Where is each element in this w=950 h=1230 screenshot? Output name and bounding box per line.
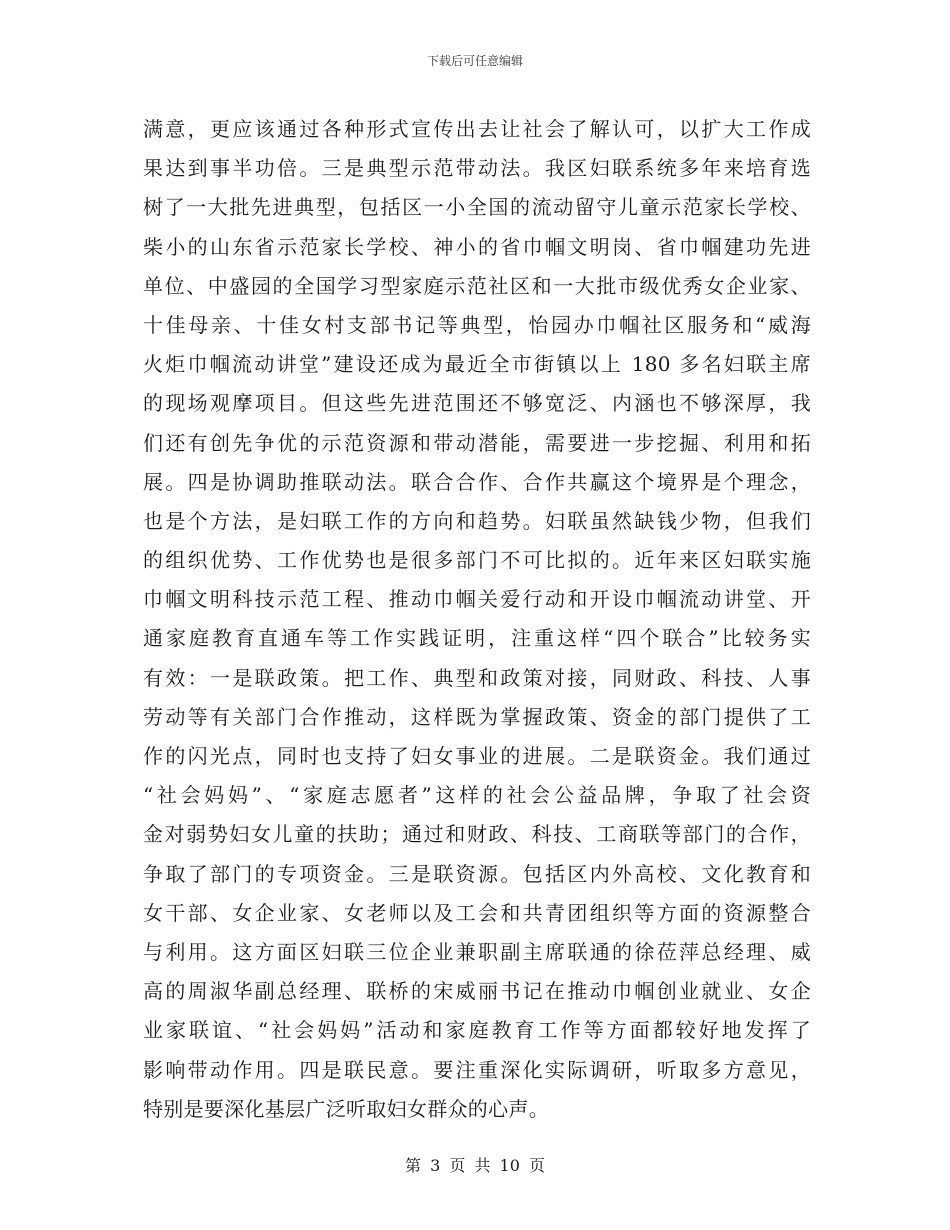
text-line: 十佳母亲、十佳女村支部书记等典型，怡园办巾帼社区服务和“威海 (143, 312, 811, 337)
text-line: 高的周淑华副总经理、联桥的宋威丽书记在推动巾帼创业就业、女企 (143, 979, 811, 1004)
text-line: 单位、中盛园的全国学习型家庭示范社区和一大批市级优秀女企业家、 (143, 273, 811, 298)
text-line: 满意，更应该通过各种形式宣传出去让社会了解认可，以扩大工作成 (143, 117, 811, 141)
text-line: 作的闪光点，同时也支持了妇女事业的进展。二是联资金。我们通过 (143, 744, 811, 768)
text-line: 果达到事半功倍。三是典型示范带动法。我区妇联系统多年来培育选 (143, 156, 811, 181)
text-line: 与利用。这方面区妇联三位企业兼职副主席联通的徐莅萍总经理、威 (143, 939, 811, 964)
text-line: 的现场观摩项目。但这些先进范围还不够宽泛、内涵也不够深厚，我 (143, 391, 811, 416)
text-line: 树了一大批先进典型，包括区一小全国的流动留守儿童示范家长学校、 (143, 195, 811, 220)
text-line: 争取了部门的专项资金。三是联资源。包括区内外高校、文化教育和 (143, 861, 811, 886)
text-line: 女干部、女企业家、女老师以及工会和共青团组织等方面的资源整合 (143, 900, 811, 925)
text-line: 通家庭教育直通车等工作实践证明，注重这样“四个联合”比较务实 (143, 626, 811, 651)
text-line: 们还有创先争优的示范资源和带动潜能，需要进一步挖掘、利用和拓 (143, 430, 811, 455)
text-line: 金对弱势妇女儿童的扶助；通过和财政、科技、工商联等部门的合作， (143, 822, 811, 847)
text-line: 也是个方法，是妇联工作的方向和趋势。妇联虽然缺钱少物，但我们 (143, 508, 811, 533)
header-note: 下载后可任意编辑 (426, 54, 523, 68)
body-text (143, 110, 811, 1129)
text-line: 影响带动作用。四是联民意。要注重深化实际调研，听取多方意见， (143, 1057, 811, 1082)
text-line: 巾帼文明科技示范工程、推动巾帼关爱行动和开设巾帼流动讲堂、开 (143, 587, 811, 612)
text-line-last: 特别是要深化基层广泛听取妇女群众的心声。 (143, 1096, 549, 1121)
text-line: 劳动等有关部门合作推动，这样既为掌握政策、资金的部门提供了工 (143, 704, 811, 729)
text-line: “社会妈妈”、“家庭志愿者”这样的社会公益品牌，争取了社会资 (143, 783, 811, 808)
text-line: 有效：一是联政策。把工作、典型和政策对接，同财政、科技、人事 (143, 665, 811, 690)
text-line: 柴小的山东省示范家长学校、神小的省巾帼文明岗、省巾帼建功先进 (143, 234, 811, 259)
page-number: 第 3 页 共 10 页 (405, 1156, 545, 1175)
text-line: 的组织优势、工作优势也是很多部门不可比拟的。近年来区妇联实施 (143, 548, 811, 573)
text-line: 展。四是协调助推联动法。联合合作、合作共赢这个境界是个理念， (143, 469, 811, 494)
text-line: 业家联谊、“社会妈妈”活动和家庭教育工作等方面都较好地发挥了 (143, 1018, 811, 1043)
text-line: 火炬巾帼流动讲堂”建设还成为最近全市街镇以上 180 多名妇联主席 (143, 352, 811, 377)
